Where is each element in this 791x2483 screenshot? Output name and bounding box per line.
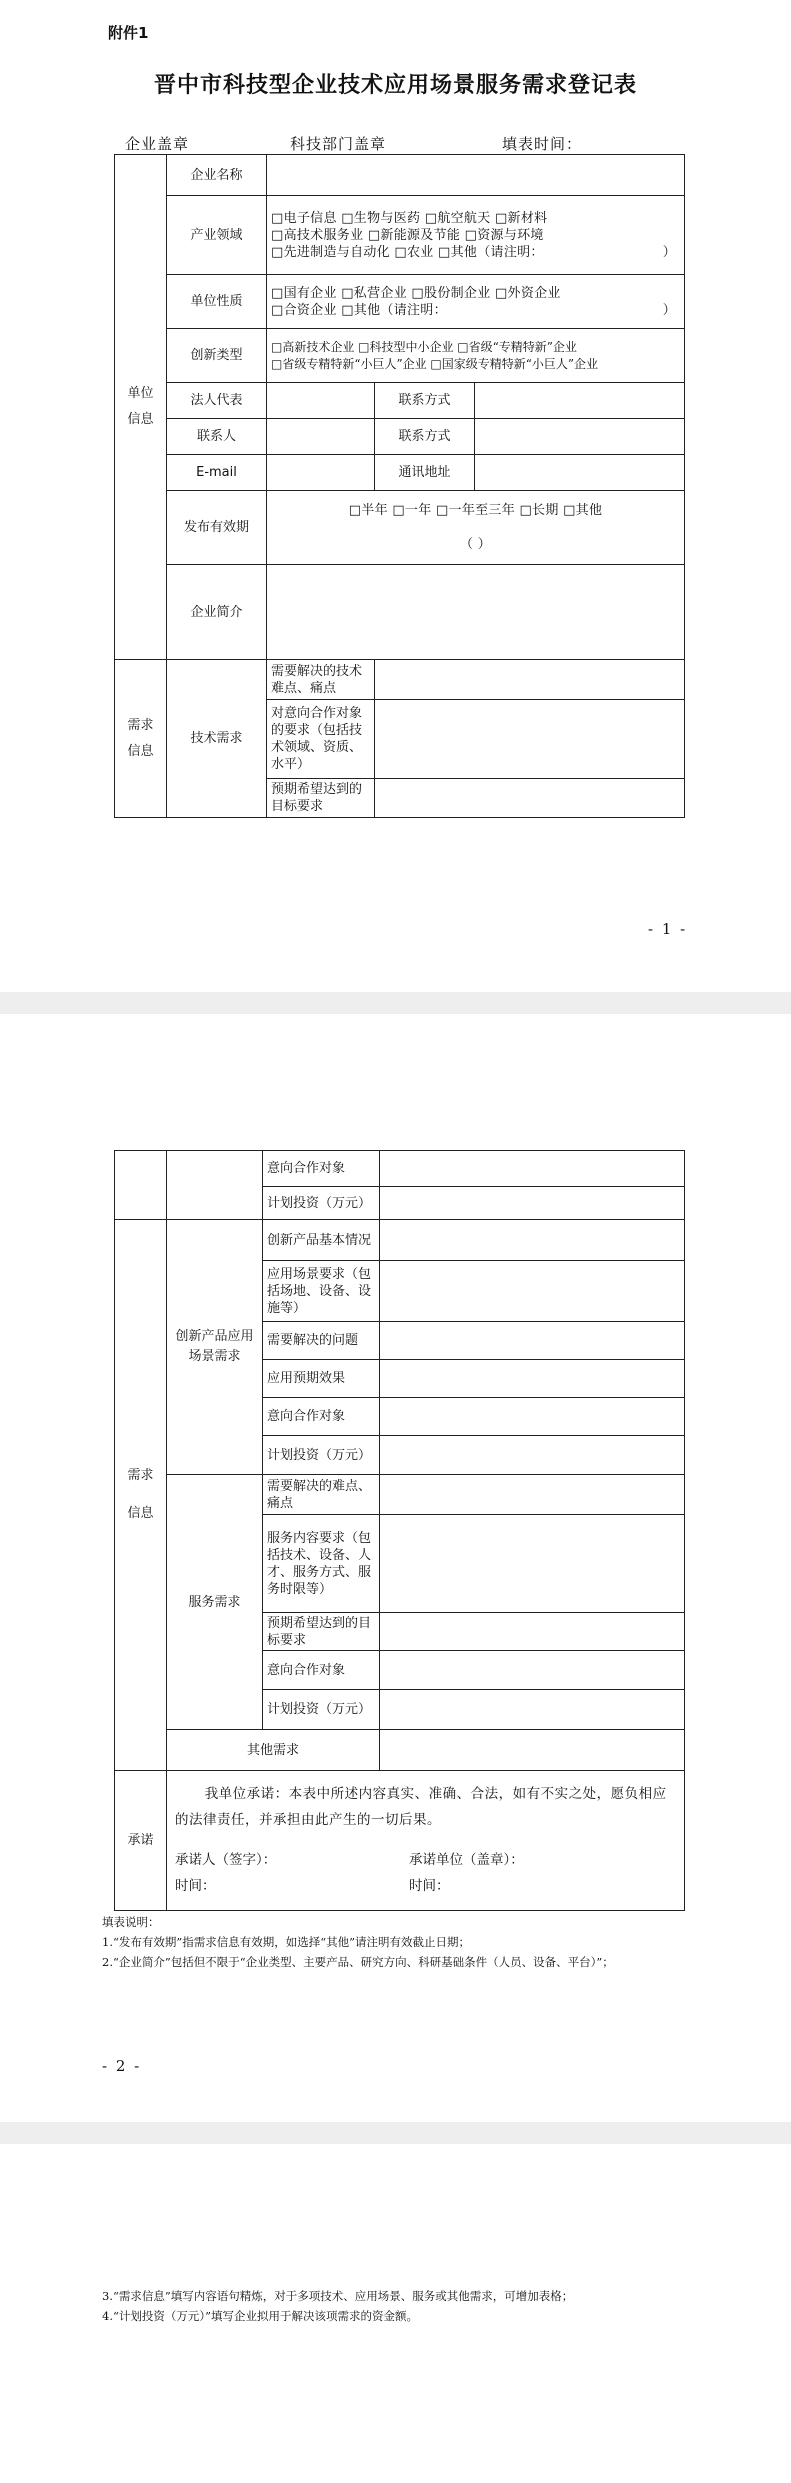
tech-demand-label: 技术需求 [167, 660, 267, 818]
service-row-field[interactable] [380, 1651, 685, 1690]
page-number: - 2 - [102, 2057, 142, 2075]
demand-info-label: 需求 信息 [115, 660, 167, 818]
contact-person-field[interactable] [267, 419, 375, 455]
page-gap [0, 992, 791, 1014]
service-row-label: 意向合作对象 [263, 1651, 380, 1690]
service-row-label: 计划投资（万元） [263, 1690, 380, 1730]
scene-row-label: 需要解决的问题 [263, 1322, 380, 1360]
other-demand-field[interactable] [380, 1730, 685, 1771]
industry-label: 产业领域 [167, 196, 267, 275]
scene-demand-label: 创新产品应用场景需求 [167, 1220, 263, 1475]
stamp-enterprise: 企业盖章 [125, 135, 190, 153]
address-field[interactable] [475, 455, 685, 491]
email-label: E-mail [167, 455, 267, 491]
scene-row-field[interactable] [380, 1322, 685, 1360]
contact-method-field[interactable] [475, 383, 685, 419]
promisor-label: 承诺人（签字）： [175, 1852, 277, 1868]
unit-info-label: 单位 信息 [115, 155, 167, 660]
service-row-field[interactable] [380, 1690, 685, 1730]
service-demand-label: 服务需求 [167, 1475, 263, 1730]
innovation-options[interactable]: □高新技术企业 □科技型中小企业 □省级“专精特新”企业 □省级专精特新“小巨人”企业 □国家级专精特新“小巨人”企业 [267, 329, 685, 383]
contact-person-label: 联系人 [167, 419, 267, 455]
tech-row-label: 对意向合作对象的要求（包括技术领域、资质、水平） [267, 700, 375, 779]
notes-title: 填表说明： [102, 1915, 160, 1929]
service-row-label: 预期希望达到的目标要求 [263, 1613, 380, 1651]
note-item: 3.“需求信息”填写内容语句精炼，对于多项技术、应用场景、服务或其他需求，可增加表格； [102, 2289, 574, 2303]
industry-options[interactable]: □电子信息 □生物与医药 □航空航天 □新材料 □高技术服务业 □新能源及节能 □资源与环境 □先进制造与自动化 □农业 □其他（请注明： ） [267, 196, 685, 275]
page-1 [0, 0, 791, 992]
validity-options[interactable]: □半年 □一年 □一年至三年 □长期 □其他 （ ） [267, 491, 685, 565]
nature-options[interactable]: □国有企业 □私营企业 □股份制企业 □外资企业 □合资企业 □其他（请注明： ） [267, 275, 685, 329]
contact-method-field-2[interactable] [475, 419, 685, 455]
promise-label: 承诺 [115, 1771, 167, 1911]
row-label: 计划投资（万元） [263, 1187, 380, 1220]
row-field[interactable] [380, 1187, 685, 1220]
row-label: 意向合作对象 [263, 1151, 380, 1187]
tech-row-field[interactable] [375, 660, 685, 700]
note-item: 1.“发布有效期”指需求信息有效期，如选择“其他”请注明有效截止日期； [102, 1935, 470, 1949]
scene-row-label: 意向合作对象 [263, 1398, 380, 1436]
tech-row-label: 需要解决的技术难点、痛点 [267, 660, 375, 700]
tech-row-field[interactable] [375, 779, 685, 818]
other-demand-label: 其他需求 [167, 1730, 380, 1771]
profile-field[interactable] [267, 565, 685, 660]
promise-text: 我单位承诺：本表中所述内容真实、准确、合法，如有不实之处，愿负相应的法律责任，并承担由此产生的一切后果。 [175, 1786, 667, 1828]
legal-rep-label: 法人代表 [167, 383, 267, 419]
email-field[interactable] [267, 455, 375, 491]
company-name-field[interactable] [267, 155, 685, 196]
scene-row-label: 创新产品基本情况 [263, 1220, 380, 1261]
registration-table-page2 [114, 1150, 685, 1911]
promise-cell [167, 1771, 685, 1911]
note-item: 4.“计划投资（万元）”填写企业拟用于解决该项需求的资金额。 [102, 2309, 418, 2323]
scene-row-label: 应用预期效果 [263, 1360, 380, 1398]
time-label: 时间： [409, 1878, 450, 1894]
form-title: 晋中市科技型企业技术应用场景服务需求登记表 [153, 72, 637, 98]
scene-row-field[interactable] [380, 1261, 685, 1322]
promise-unit-label: 承诺单位（盖章）： [409, 1852, 524, 1868]
validity-label: 发布有效期 [167, 491, 267, 565]
service-row-field[interactable] [380, 1613, 685, 1651]
service-row-field[interactable] [380, 1515, 685, 1613]
fill-time-label: 填表时间： [502, 135, 583, 153]
page-3 [0, 2144, 791, 2483]
contact-method-label: 联系方式 [375, 383, 475, 419]
page-number: - 1 - [648, 920, 688, 938]
tech-row-label: 预期希望达到的目标要求 [267, 779, 375, 818]
scene-row-field[interactable] [380, 1398, 685, 1436]
attachment-label: 附件1 [108, 24, 149, 42]
continued-cell [167, 1151, 263, 1220]
stamp-dept: 科技部门盖章 [290, 135, 387, 153]
address-label: 通讯地址 [375, 455, 475, 491]
nature-label: 单位性质 [167, 275, 267, 329]
profile-label: 企业简介 [167, 565, 267, 660]
innovation-label: 创新类型 [167, 329, 267, 383]
scene-row-label: 应用场景要求（包括场地、设备、设施等） [263, 1261, 380, 1322]
service-row-field[interactable] [380, 1475, 685, 1515]
row-field[interactable] [380, 1151, 685, 1187]
contact-method-label-2: 联系方式 [375, 419, 475, 455]
notes-section [102, 1912, 692, 1972]
company-name-label: 企业名称 [167, 155, 267, 196]
continued-cell [115, 1151, 167, 1220]
scene-row-field[interactable] [380, 1436, 685, 1475]
demand-info-label: 需求 信息 [115, 1220, 167, 1771]
note-item: 2.“企业简介”包括但不限于“企业类型、主要产品、研究方向、科研基础条件（人员、设备、平台）”； [102, 1955, 614, 1969]
page-gap [0, 2122, 791, 2144]
tech-row-field[interactable] [375, 700, 685, 779]
page-2 [0, 1014, 791, 2122]
scene-row-field[interactable] [380, 1220, 685, 1261]
service-row-label: 服务内容要求（包括技术、设备、人才、服务方式、服务时限等） [263, 1515, 380, 1613]
service-row-label: 需要解决的难点、痛点 [263, 1475, 380, 1515]
registration-table-page1 [114, 154, 685, 818]
legal-rep-field[interactable] [267, 383, 375, 419]
notes-section-continued [102, 2286, 702, 2326]
scene-row-field[interactable] [380, 1360, 685, 1398]
scene-row-label: 计划投资（万元） [263, 1436, 380, 1475]
time-label: 时间： [175, 1878, 216, 1894]
